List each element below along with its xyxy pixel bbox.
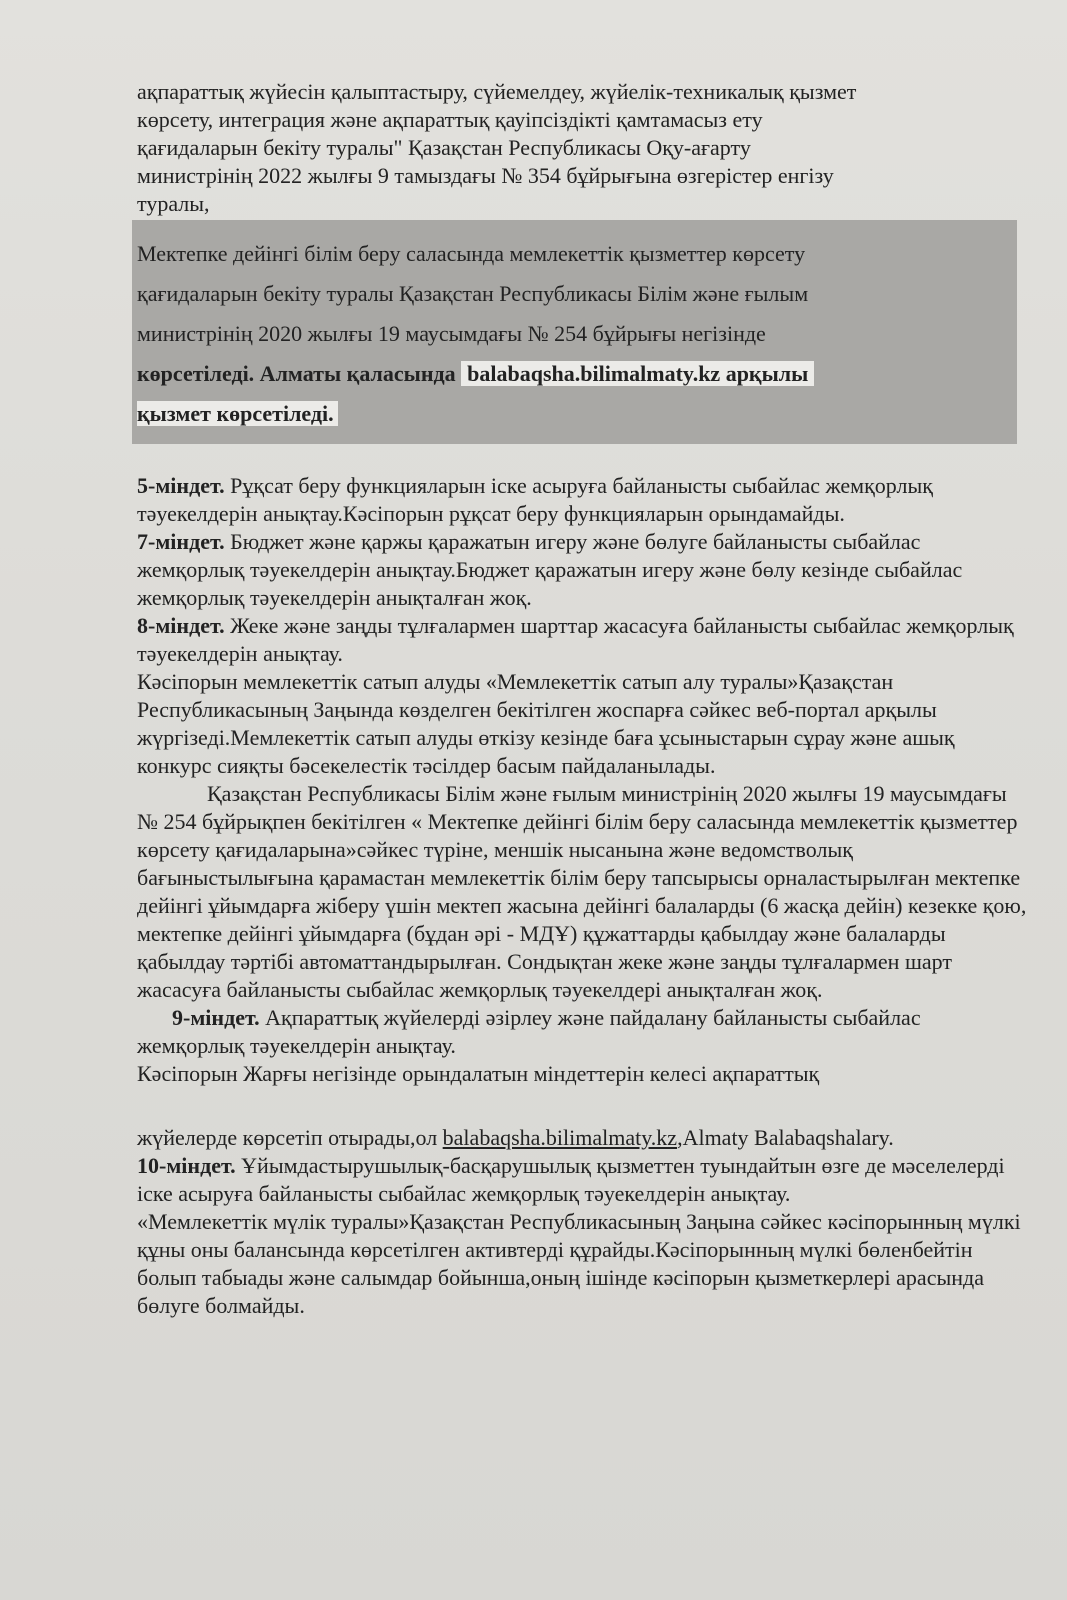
task-9-systems-continuation — [137, 1124, 1032, 1152]
intro-line-4: министрінің 2022 жылғы 9 тамыздағы № 354 бұйрығына өзгерістер енгізу — [137, 163, 834, 188]
task-5-text: Рұқсат беру функцияларын іске асыруға байланысты сыбайлас жемқорлық тәуекелдерін анықтау.Кәсіпорын рұқсат беру функцияларын орындамайды. — [137, 473, 933, 526]
task-9-label: 9-міндет. — [172, 1005, 260, 1030]
task-9-text: Ақпараттық жүйелерді әзірлеу және пайдалану байланысты сыбайлас жемқорлық тәуекелдерін анықтау. — [137, 1005, 921, 1058]
task-8-order-paragraph: Қазақстан Республикасы Білім және ғылым министрінің 2020 жылғы 19 маусымдағы № 254 бұйрықпен бекітілген « Мектепке дейінгі білім беру саласында мемлекеттік қызметтер көрсету қағидаларына»сәйкес түріне, меншік нысанына және ведомстволық бағыныстылығына қарамастан мемлекеттік білім беру тапсырысы орналастырылған мектепке дейінгі ұйымдарға жіберу үшін мектеп жасына дейінгі балаларды (6 жасқа дейін) кезекке қою, мектепке дейінгі ұйымдарға (бұдан әрі - МДҰ) құжаттарды қабылдау және балаларды қабылдау тәртібі автоматтандырылған. Сондықтан жеке және заңды тұлғалармен шарт жасасуға байланысты сыбайлас жемқорлық тәуекелдері анықталған жоқ. — [137, 781, 1027, 1002]
task-8-label: 8-міндет. — [137, 613, 225, 638]
intro-line-5: туралы, — [137, 191, 210, 216]
highlight-line-5-text: қызмет көрсетіледі. — [137, 401, 338, 426]
intro-line-3: қағидаларын бекіту туралы" Қазақстан Республикасы Оқу-ағарту — [137, 135, 751, 160]
intro-line-2: көрсету, интеграция және ақпараттық қауіпсіздікті қамтамасыз ету — [137, 107, 763, 132]
task-5-paragraph — [137, 472, 1032, 528]
highlighted-block — [132, 220, 1017, 444]
highlight-line-2: қағидаларын бекіту туралы Қазақстан Республикасы Білім және ғылым — [137, 281, 809, 306]
task-10-property-paragraph: «Мемлекеттік мүлік туралы»Қазақстан Республикасының Заңына сәйкес кәсіпорынның мүлкі құны оны балансында көрсетілген активтерді құрайды.Кәсіпорынның мүлкі бөленбейтін болып табыады және салымдар бойынша,оның ішінде кәсіпорын қызметкерлері арасында бөлуге болмайды. — [137, 1209, 1021, 1318]
task-9-paragraph — [137, 1004, 1032, 1060]
task-7-text: Бюджет және қаржы қаражатын игеру және бөлуге байланысты сыбайлас жемқорлық тәуекелдерін анықтау.Бюджет қаражатын игеру және бөлу кезінде сыбайлас жемқорлық тәуекелдерін анықталған жоқ. — [137, 529, 963, 610]
task-9-systems-paragraph: Кәсіпорын Жарғы негізінде орындалатын міндеттерін келесі ақпараттық — [137, 1061, 820, 1086]
task-8-text: Жеке және заңды тұлғалармен шарттар жасасуға байланысты сыбайлас жемқорлық тәуекелдерін анықтау. — [137, 613, 1014, 666]
highlight-line-4 — [137, 354, 1007, 394]
task-8-paragraph — [137, 612, 1032, 668]
task-10-label: 10-міндет. — [137, 1153, 236, 1178]
highlight-line-5 — [137, 394, 1007, 434]
document-body — [137, 78, 1032, 1320]
task-9-cont-text: жүйелерде көрсетіп отырады,ол — [137, 1125, 443, 1150]
balabaqsha-link[interactable]: balabaqsha.bilimalmaty.kz — [442, 1125, 678, 1150]
task-8-procurement-paragraph: Кәсіпорын мемлекеттік сатып алуды «Мемлекеттік сатып алу туралы»Қазақстан Республикасының Заңында көзделген бекітілген жоспарға сәйкес веб-портал арқылы жүргізеді.Мемлекеттік сатып алуды өткізу кезінде баға ұсыныстарын сұрау және ашық конкурс сияқты бәсекелестік тәсілдер басым пайдаланылады. — [137, 669, 955, 778]
highlight-line-3: министрінің 2020 жылғы 19 маусымдағы № 254 бұйрығы негізінде — [137, 321, 766, 346]
task-7-label: 7-міндет. — [137, 529, 225, 554]
task-10-paragraph — [137, 1152, 1032, 1208]
intro-line-1: ақпараттық жүйесін қалыптастыру, сүйемелдеу, жүйелік-техникалық қызмет — [137, 79, 857, 104]
task-7-paragraph — [137, 528, 1032, 612]
highlight-line-1: Мектепке дейінгі білім беру саласында мемлекеттік қызметтер көрсету — [137, 241, 806, 266]
task-5-label: 5-міндет. — [137, 473, 225, 498]
task-10-text: Ұйымдастырушылық-басқарушылық қызметтен туындайтын өзге де мәселелерді іске асыруға байланысты сыбайлас жемқорлық тәуекелдерін анықтау. — [137, 1153, 1005, 1206]
task-9-cont-tail: ,Almaty Balabaqshalary. — [677, 1125, 894, 1150]
highlight-line-4-text: көрсетіледі. Алматы қаласында — [137, 361, 462, 386]
highlight-url: balabaqsha.bilimalmaty.kz арқылы — [461, 361, 814, 386]
